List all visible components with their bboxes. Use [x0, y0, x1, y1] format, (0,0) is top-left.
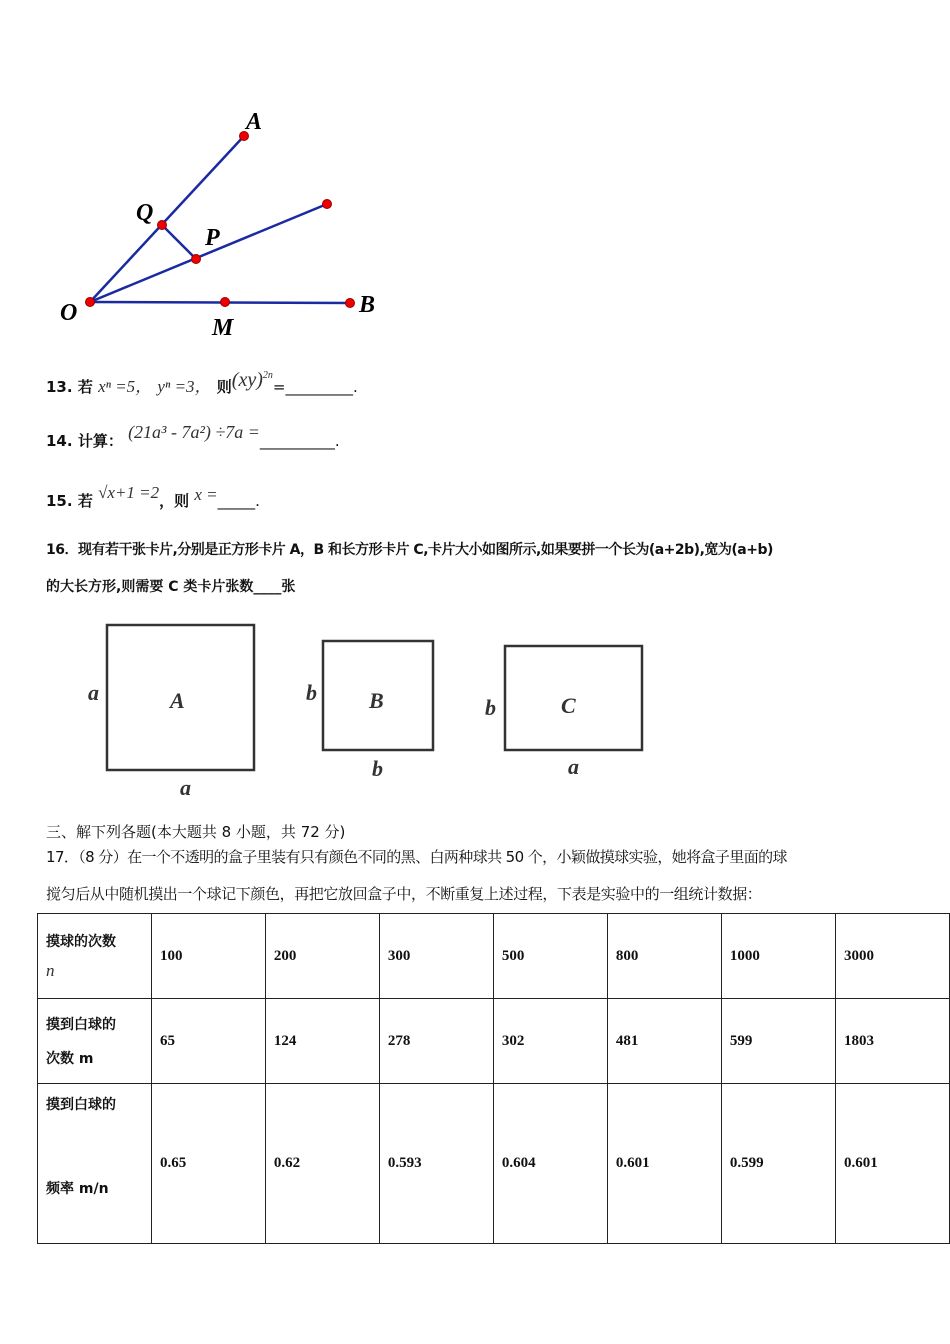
table-cell: 0.593 — [379, 1084, 493, 1244]
stats-table — [37, 913, 950, 1244]
table-cell: 302 — [493, 999, 607, 1084]
question-15 — [46, 483, 260, 511]
math: xⁿ =5， — [98, 377, 153, 396]
table-cell: 481 — [607, 999, 721, 1084]
text: 若 — [77, 492, 93, 510]
table-cell: 0.62 — [265, 1084, 379, 1244]
card-B-label: B — [369, 688, 384, 713]
figure-points — [86, 132, 355, 308]
question-16-line2: 的大长方形,则需要 C 类卡片张数____张 — [46, 579, 296, 595]
table-row — [38, 999, 950, 1084]
q-num: 13. — [46, 378, 73, 396]
math: (xy) — [231, 369, 263, 391]
math: yⁿ =3， — [157, 377, 212, 396]
label-B: B — [359, 292, 376, 318]
header-var: n — [46, 961, 55, 980]
label-Q: Q — [136, 200, 154, 226]
row-header — [38, 1084, 152, 1244]
card-C-bottom: a — [568, 754, 579, 779]
label-A: A — [246, 109, 263, 135]
table-row — [38, 1084, 950, 1244]
math-sup: 2n — [262, 370, 273, 381]
card-A-bottom: a — [180, 775, 191, 800]
answer-blank: =_________. — [272, 378, 358, 396]
header-var: 次数 m — [46, 1051, 94, 1067]
label-P: P — [205, 225, 220, 251]
section-heading: 三、解下列各题(本大题共 8 小题，共 72 分) — [46, 823, 346, 841]
card-C-side: b — [485, 695, 496, 720]
card-A-side: a — [88, 680, 99, 705]
answer-blank: __________. — [259, 432, 340, 450]
table-cell: 0.604 — [493, 1084, 607, 1244]
math: √x+1 =2 — [98, 483, 160, 502]
table-row — [38, 914, 950, 999]
text: 则 — [216, 378, 232, 396]
q-num: 14. — [46, 432, 73, 450]
question-16-line1: 16．现有若干张卡片,分别是正方形卡片 A，B 和长方形卡片 C,卡片大小如图所示,如果要拼一个长为(a+2b),宽为(a+b) — [46, 542, 773, 558]
question-14 — [46, 422, 340, 451]
math: x = — [194, 485, 218, 504]
card-B-bottom: b — [372, 756, 383, 781]
header-text: 摸到白球的 — [46, 1017, 116, 1033]
text: 计算： — [77, 432, 123, 450]
card-B-side: b — [306, 680, 317, 705]
row-header — [38, 999, 152, 1084]
table-cell: 3000 — [835, 914, 949, 999]
text: 若 — [77, 378, 93, 396]
table-cell: 300 — [379, 914, 493, 999]
q-num: 15. — [46, 492, 73, 510]
question-17-line1: 17．（8 分）在一个不透明的盒子里装有只有颜色不同的黑、白两种球共 50 个，小颖做摸球实验，她将盒子里面的球 — [46, 848, 787, 866]
question-17-line2: 搅匀后从中随机摸出一个球记下颜色，再把它放回盒子中，不断重复上述过程，下表是实验中的一组统计数据： — [46, 885, 762, 903]
table-cell: 1803 — [835, 999, 949, 1084]
figure-lines — [90, 136, 350, 303]
table-cell: 0.601 — [835, 1084, 949, 1244]
table-cell: 0.65 — [151, 1084, 265, 1244]
table-cell: 0.601 — [607, 1084, 721, 1244]
card-C-label: C — [561, 693, 576, 718]
header-text: 摸到白球的 — [46, 1097, 116, 1113]
question-13 — [46, 369, 358, 398]
geometry-figure — [0, 0, 420, 345]
table-cell: 800 — [607, 914, 721, 999]
header-text: 摸球的次数 — [46, 934, 116, 950]
text: ，则 — [159, 492, 190, 510]
table-cell: 200 — [265, 914, 379, 999]
table-cell: 0.599 — [721, 1084, 835, 1244]
table-cell: 124 — [265, 999, 379, 1084]
answer-blank: _____. — [217, 492, 260, 510]
label-M: M — [212, 315, 234, 341]
card-A-label: A — [170, 688, 185, 713]
cards-figure — [0, 610, 700, 810]
table-cell: 278 — [379, 999, 493, 1084]
label-O: O — [60, 300, 78, 326]
table-cell: 100 — [151, 914, 265, 999]
table-cell: 65 — [151, 999, 265, 1084]
row-header — [38, 914, 152, 999]
header-var: 频率 m/n — [46, 1181, 109, 1197]
math: (21a³ - 7a²) ÷7a = — [128, 422, 260, 442]
table-cell: 500 — [493, 914, 607, 999]
table-cell: 1000 — [721, 914, 835, 999]
table-cell: 599 — [721, 999, 835, 1084]
